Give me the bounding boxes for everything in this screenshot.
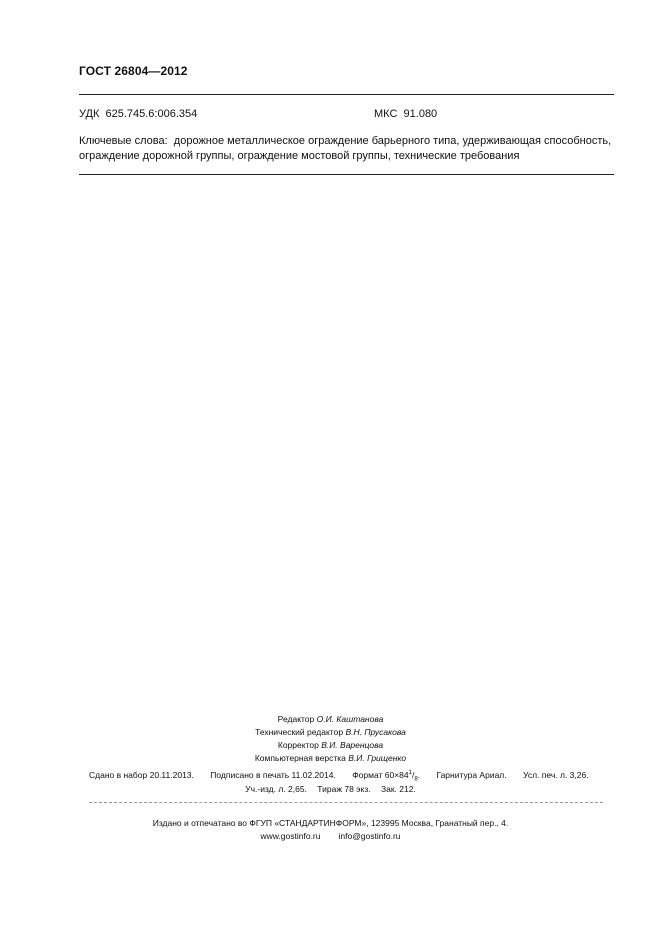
- paper-format: Формат $60\times 84^1/_8$.: [352, 770, 421, 783]
- pub-sheets: Уч.-изд. л. 2,65.: [245, 784, 307, 794]
- publication-details-2: [0, 784, 661, 794]
- signed-date: Подписано в печать 11.02.2014.: [210, 770, 336, 780]
- publisher-contacts: [0, 831, 661, 841]
- mks-value: 91.080: [403, 108, 438, 120]
- udk-code: [79, 108, 197, 120]
- footer-divider: [89, 802, 603, 803]
- typeset-date: Сдано в набор 20.11.2013.: [89, 770, 194, 780]
- publisher-line: Издано и отпечатано во ФГУП «СТАНДАРТИНФОРМ», 123995 Москва, Гранатный пер., 4.: [152, 818, 509, 828]
- mks-label: МКС: [374, 108, 398, 120]
- editor-name: О.И. Каштанова: [316, 714, 384, 724]
- corrector-name: В.И. Варенцова: [321, 740, 384, 750]
- keywords-divider: [79, 174, 614, 175]
- tech-editor-line: Технический редактор В.Н. Прусакова: [255, 727, 406, 737]
- keywords-label: Ключевые слова:: [79, 135, 168, 147]
- website-link[interactable]: www.gostinfo.ru: [260, 831, 321, 841]
- publication-details: [89, 770, 589, 783]
- editor-line: Редактор О.И. Каштанова: [277, 714, 384, 724]
- email-link[interactable]: info@gostinfo.ru: [338, 831, 401, 841]
- udk-label: УДК: [79, 108, 100, 120]
- circulation: Тираж 78 экз.: [317, 784, 371, 794]
- mks-code: [374, 108, 437, 120]
- layout-line: Компьютерная верстка В.И. Грищенко: [254, 753, 407, 763]
- top-divider: [79, 94, 614, 95]
- order-number: Зак. 212.: [380, 784, 416, 794]
- keywords-block: [79, 134, 619, 164]
- standard-title: ГОСТ 26804—2012: [79, 64, 188, 78]
- layout-name: В.И. Грищенко: [348, 753, 407, 763]
- keywords-text: дорожное металлическое ограждение барьерного типа, удерживающая способность, ограждение дорожной группы, ограждение мостовой группы, технические требования: [79, 135, 612, 162]
- udk-value: 625.745.6:006.354: [105, 108, 198, 120]
- corrector-line: Корректор В.И. Варенцова: [277, 740, 384, 750]
- print-sheets: Усл. печ. л. 3,26.: [523, 770, 589, 780]
- typeface: Гарнитура Ариал.: [436, 770, 507, 780]
- tech-editor-name: В.Н. Прусакова: [345, 727, 406, 737]
